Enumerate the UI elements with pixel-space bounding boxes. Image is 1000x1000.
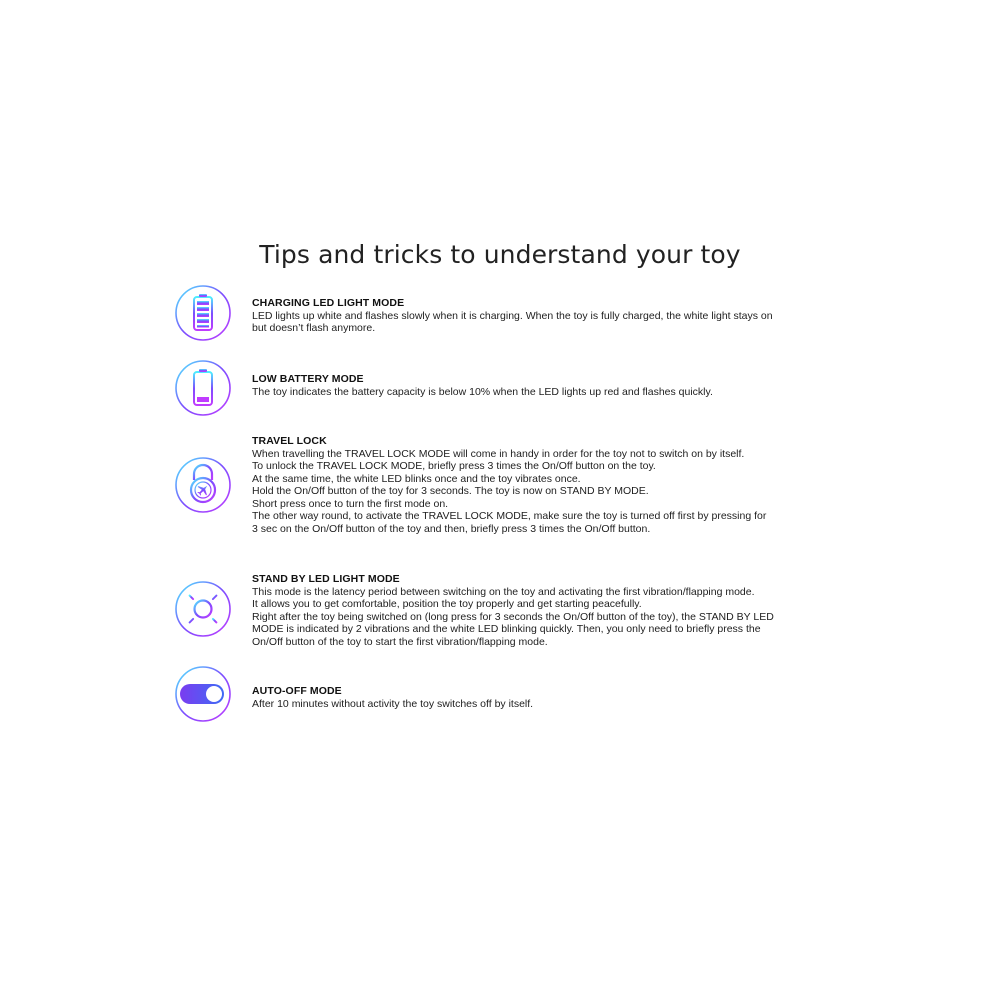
section-heading: CHARGING LED LIGHT MODE: [252, 297, 405, 309]
body-line: This mode is the latency period between switching on the toy and activating the first vibration/flapping mode.: [252, 585, 755, 598]
section-stand-by-text: [252, 573, 837, 648]
section-heading: STAND BY LED LIGHT MODE: [252, 573, 400, 585]
body-line: Right after the toy being switched on (long press for 3 seconds the On/Off button of the toy), the STAND BY LED: [252, 610, 774, 623]
section-low-battery-text: [252, 373, 837, 398]
body-line: The other way round, to activate the TRAVEL LOCK MODE, make sure the toy is turned off first by pressing for: [252, 510, 767, 522]
section-auto-off-text: [252, 685, 837, 710]
body-line: On/Off button of the toy to start the first vibration/flapping mode.: [252, 635, 548, 648]
section-heading: AUTO-OFF MODE: [252, 685, 342, 697]
section-charging-text: [252, 297, 837, 335]
body-line: MODE is indicated by 2 vibrations and the white LED blinking quickly. Then, you only need to briefly press the: [252, 623, 761, 635]
body-line: Short press once to turn the first mode on.: [252, 497, 449, 510]
section-body: [252, 310, 837, 335]
battery-low-icon: [174, 359, 232, 417]
battery-full-icon: [174, 284, 232, 342]
body-line: When travelling the TRAVEL LOCK MODE will come in handy in order for the toy not to switch on by itself.: [252, 447, 745, 460]
section-heading: LOW BATTERY MODE: [252, 373, 364, 385]
body-line: 3 sec on the On/Off button of the toy and then, briefly press 3 times the On/Off button.: [252, 522, 651, 535]
section-body: [252, 698, 837, 711]
toggle-switch-icon: [174, 665, 232, 723]
body-line: LED lights up white and flashes slowly when it is charging. When the toy is fully charged, the white light stays on: [252, 309, 773, 322]
body-line: It allows you to get comfortable, position the toy properly and get starting peacefully.: [252, 598, 642, 610]
body-line: Hold the On/Off button of the toy for 3 seconds. The toy is now on STAND BY MODE.: [252, 485, 649, 497]
section-travel-lock-text: [252, 435, 837, 535]
standby-light-icon: [174, 580, 232, 638]
section-body: [252, 448, 837, 536]
body-line: The toy indicates the battery capacity is below 10% when the LED lights up red and flashes quickly.: [252, 385, 713, 398]
body-line: To unlock the TRAVEL LOCK MODE, briefly press 3 times the On/Off button on the toy.: [252, 460, 656, 472]
section-heading: TRAVEL LOCK: [252, 435, 327, 447]
body-line: At the same time, the white LED blinks once and the toy vibrates once.: [252, 472, 581, 485]
body-line: but doesn’t flash anymore.: [252, 322, 376, 334]
section-body: [252, 386, 837, 399]
body-line: After 10 minutes without activity the toy switches off by itself.: [252, 697, 534, 710]
padlock-airplane-icon: [174, 456, 232, 514]
page-title: Tips and tricks to understand your toy: [259, 240, 741, 269]
section-body: [252, 586, 837, 649]
